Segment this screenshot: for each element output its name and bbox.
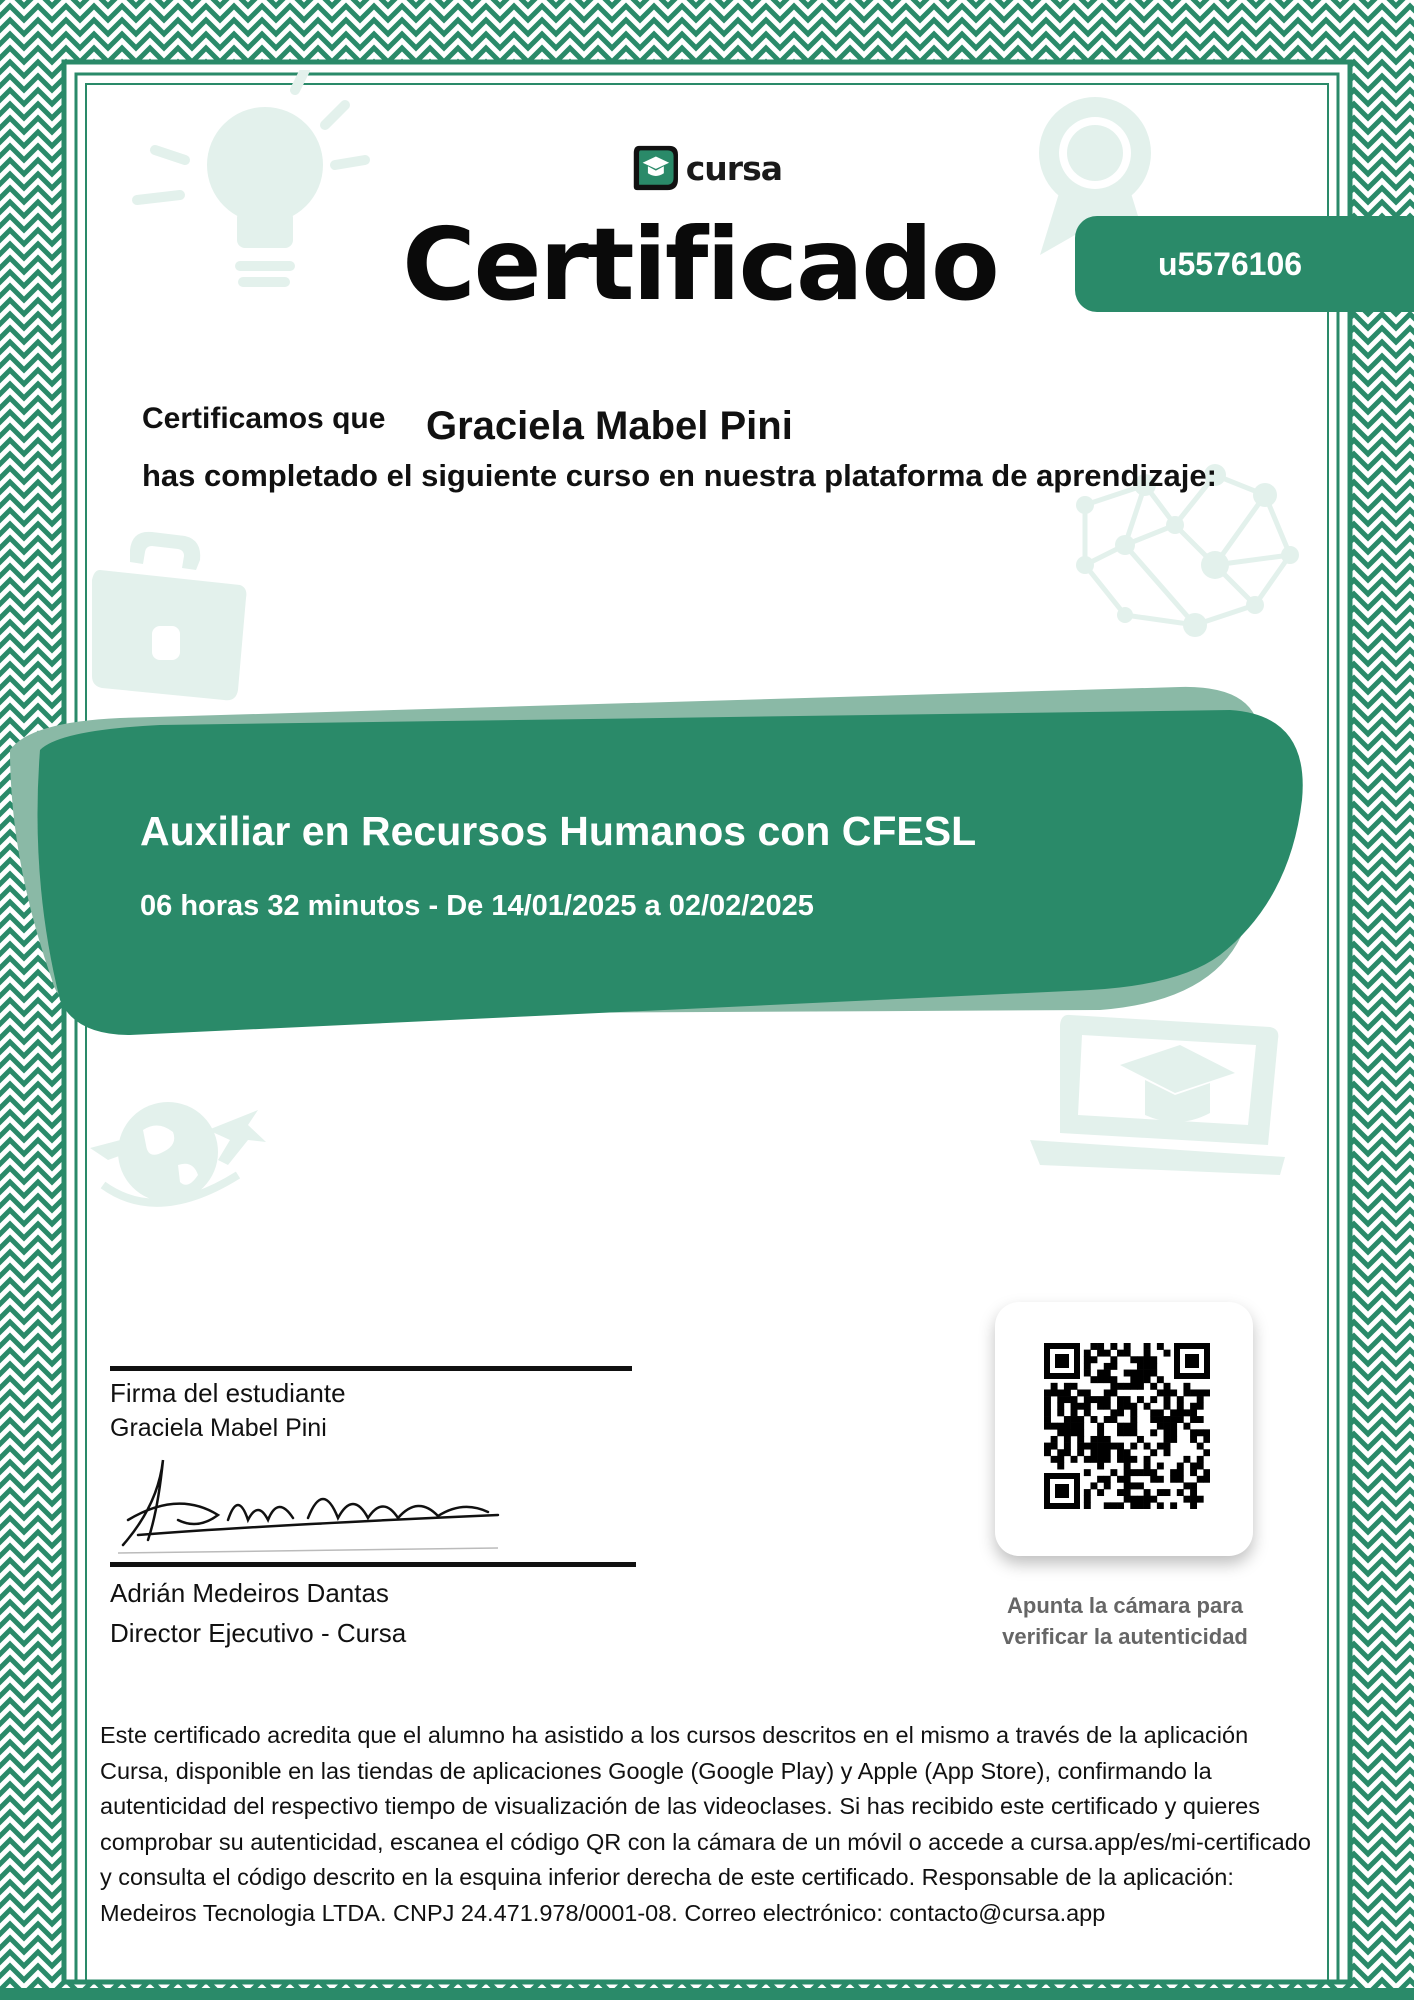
qr-module xyxy=(1170,1476,1177,1483)
qr-module xyxy=(1124,1469,1131,1476)
qr-module xyxy=(1177,1396,1184,1403)
certificate-code: u5576106 xyxy=(1157,246,1303,282)
qr-module xyxy=(1051,1389,1058,1396)
director-title: Director Ejecutivo - Cursa xyxy=(110,1618,407,1648)
qr-module xyxy=(1124,1343,1131,1350)
student-signature-name: Graciela Mabel Pini xyxy=(110,1414,327,1442)
qr-module xyxy=(1170,1436,1177,1443)
qr-module xyxy=(1124,1370,1131,1377)
qr-module xyxy=(1164,1403,1171,1410)
qr-module xyxy=(1144,1489,1151,1496)
qr-module xyxy=(1124,1496,1131,1503)
qr-module xyxy=(1164,1383,1171,1390)
qr-module xyxy=(1150,1370,1157,1377)
qr-module xyxy=(1164,1389,1171,1396)
qr-module xyxy=(1084,1356,1091,1363)
qr-module xyxy=(1084,1456,1091,1463)
qr-module xyxy=(1090,1343,1097,1350)
qr-module xyxy=(1130,1429,1137,1436)
qr-module xyxy=(1097,1463,1104,1470)
qr-module xyxy=(1190,1502,1197,1509)
qr-module xyxy=(1164,1396,1171,1403)
qr-module xyxy=(1150,1469,1157,1476)
qr-module xyxy=(1124,1489,1131,1496)
cursa-logo-icon xyxy=(632,141,680,195)
qr-module xyxy=(1144,1350,1151,1357)
qr-module xyxy=(1197,1429,1204,1436)
qr-module xyxy=(1117,1403,1124,1410)
qr-module xyxy=(1157,1443,1164,1450)
qr-module xyxy=(1157,1389,1164,1396)
qr-module xyxy=(1137,1482,1144,1489)
qr-module xyxy=(1190,1436,1197,1443)
qr-card[interactable] xyxy=(995,1302,1253,1556)
qr-module xyxy=(1117,1350,1124,1357)
qr-module xyxy=(1130,1370,1137,1377)
cursa-logo xyxy=(632,140,782,196)
qr-module xyxy=(1144,1356,1151,1363)
qr-module xyxy=(1057,1456,1064,1463)
qr-module xyxy=(1117,1429,1124,1436)
qr-module xyxy=(1077,1436,1084,1443)
qr-module xyxy=(1170,1429,1177,1436)
briefcase-icon xyxy=(90,530,250,705)
qr-module xyxy=(1197,1389,1204,1396)
qr-module xyxy=(1104,1350,1111,1357)
qr-module xyxy=(1057,1423,1064,1430)
qr-module xyxy=(1124,1449,1131,1456)
qr-module xyxy=(1097,1443,1104,1450)
qr-module xyxy=(1137,1376,1144,1383)
qr-module xyxy=(1157,1343,1164,1350)
qr-module xyxy=(1203,1429,1210,1436)
qr-module xyxy=(1130,1469,1137,1476)
qr-module xyxy=(1110,1363,1117,1370)
qr-caption xyxy=(975,1590,1275,1652)
qr-module xyxy=(1130,1423,1137,1430)
qr-module xyxy=(1130,1383,1137,1390)
qr-module xyxy=(1051,1436,1058,1443)
qr-module xyxy=(1130,1443,1137,1450)
qr-module xyxy=(1064,1389,1071,1396)
qr-module xyxy=(1084,1350,1091,1357)
qr-module xyxy=(1064,1416,1071,1423)
qr-module xyxy=(1177,1409,1184,1416)
qr-module xyxy=(1203,1469,1210,1476)
qr-module xyxy=(1064,1383,1071,1390)
qr-module xyxy=(1090,1482,1097,1489)
qr-module xyxy=(1097,1476,1104,1483)
qr-module xyxy=(1117,1476,1124,1483)
qr-module xyxy=(1084,1443,1091,1450)
qr-module xyxy=(1144,1376,1151,1383)
qr-module xyxy=(1097,1403,1104,1410)
qr-module xyxy=(1104,1476,1111,1483)
student-signature-label: Firma del estudiante xyxy=(110,1378,346,1408)
qr-module xyxy=(1117,1396,1124,1403)
qr-module xyxy=(1071,1429,1078,1436)
qr-module xyxy=(1124,1383,1131,1390)
qr-module xyxy=(1157,1376,1164,1383)
student-signature-line xyxy=(110,1366,632,1371)
qr-module xyxy=(1064,1429,1071,1436)
qr-module xyxy=(1190,1482,1197,1489)
qr-module xyxy=(1170,1423,1177,1430)
qr-module xyxy=(1110,1383,1117,1390)
qr-module xyxy=(1064,1436,1071,1443)
qr-module xyxy=(1097,1343,1104,1350)
qr-module xyxy=(1164,1416,1171,1423)
qr-module xyxy=(1183,1482,1190,1489)
qr-module xyxy=(1090,1456,1097,1463)
qr-module xyxy=(1071,1423,1078,1430)
qr-module xyxy=(1104,1376,1111,1383)
qr-module xyxy=(1183,1383,1190,1390)
qr-module xyxy=(1117,1489,1124,1496)
qr-module xyxy=(1051,1456,1058,1463)
qr-module xyxy=(1064,1396,1071,1403)
qr-module xyxy=(1170,1502,1177,1509)
qr-module xyxy=(1071,1403,1078,1410)
qr-module xyxy=(1177,1416,1184,1423)
qr-module xyxy=(1190,1463,1197,1470)
qr-module xyxy=(1197,1463,1204,1470)
qr-module xyxy=(1077,1429,1084,1436)
qr-module xyxy=(1097,1396,1104,1403)
qr-module xyxy=(1064,1449,1071,1456)
qr-module xyxy=(1057,1463,1064,1470)
qr-caption-line1: Apunta la cámara para xyxy=(1007,1593,1243,1618)
qr-module xyxy=(1150,1416,1157,1423)
qr-module xyxy=(1110,1356,1117,1363)
qr-caption-line2: verificar la autenticidad xyxy=(1002,1624,1248,1649)
qr-module xyxy=(1157,1489,1164,1496)
qr-module xyxy=(1044,1416,1051,1423)
qr-module xyxy=(1150,1396,1157,1403)
qr-module xyxy=(1144,1343,1151,1350)
qr-module xyxy=(1071,1396,1078,1403)
qr-module xyxy=(1170,1416,1177,1423)
qr-module xyxy=(1157,1423,1164,1430)
qr-module xyxy=(1124,1476,1131,1483)
director-signature xyxy=(118,1450,508,1560)
qr-code-icon[interactable] xyxy=(1044,1343,1210,1509)
qr-module xyxy=(1197,1456,1204,1463)
qr-module xyxy=(1157,1416,1164,1423)
qr-module xyxy=(1177,1489,1184,1496)
qr-module xyxy=(1137,1469,1144,1476)
qr-module xyxy=(1104,1449,1111,1456)
qr-module xyxy=(1177,1476,1184,1483)
qr-module xyxy=(1084,1396,1091,1403)
qr-module xyxy=(1077,1416,1084,1423)
qr-module xyxy=(1137,1502,1144,1509)
globe-plane-icon xyxy=(88,1090,268,1220)
qr-module xyxy=(1044,1409,1051,1416)
qr-module xyxy=(1203,1476,1210,1483)
qr-module xyxy=(1150,1356,1157,1363)
qr-module xyxy=(1164,1489,1171,1496)
qr-module xyxy=(1104,1443,1111,1450)
qr-module xyxy=(1051,1383,1058,1390)
course-banner xyxy=(0,680,1320,1045)
qr-module xyxy=(1110,1469,1117,1476)
director-signature-text: Adrian Medeiros xyxy=(313,1525,322,1526)
qr-module xyxy=(1150,1476,1157,1483)
qr-module xyxy=(1137,1396,1144,1403)
qr-module xyxy=(1057,1429,1064,1436)
qr-module xyxy=(1117,1443,1124,1450)
qr-module xyxy=(1130,1456,1137,1463)
qr-module xyxy=(1164,1423,1171,1430)
qr-module xyxy=(1150,1449,1157,1456)
qr-module xyxy=(1110,1502,1117,1509)
qr-module xyxy=(1117,1383,1124,1390)
qr-module xyxy=(1090,1436,1097,1443)
qr-module xyxy=(1190,1389,1197,1396)
qr-module xyxy=(1144,1363,1151,1370)
qr-module xyxy=(1104,1456,1111,1463)
qr-module xyxy=(1183,1496,1190,1503)
qr-module xyxy=(1097,1489,1104,1496)
qr-module xyxy=(1044,1423,1051,1430)
qr-module xyxy=(1104,1416,1111,1423)
qr-module xyxy=(1203,1449,1210,1456)
qr-module xyxy=(1084,1502,1091,1509)
qr-module xyxy=(1090,1449,1097,1456)
qr-module xyxy=(1197,1476,1204,1483)
qr-module xyxy=(1110,1443,1117,1450)
qr-module xyxy=(1130,1496,1137,1503)
qr-module xyxy=(1144,1370,1151,1377)
qr-module xyxy=(1124,1396,1131,1403)
qr-module xyxy=(1110,1376,1117,1383)
qr-module xyxy=(1190,1469,1197,1476)
qr-module xyxy=(1071,1409,1078,1416)
cursa-logo-text: cursa xyxy=(685,148,782,188)
qr-module xyxy=(1044,1396,1051,1403)
qr-module xyxy=(1137,1363,1144,1370)
qr-module xyxy=(1084,1403,1091,1410)
footer-legal-text: Este certificado acredita que el alumno ha asistido a los cursos descritos en el mismo a través de la aplicación Cursa, disponible en las tiendas de aplicaciones Google (Google Play) y Apple (App Store), confirmando la autenticidad del respectivo tiempo de visualización de las videoclases. Si has recibido este certificado y quieres comprobar su autenticidad, escanea el código QR con la cámara de un móvil o accede a cursa.app/es/mi-certificado y consulta el código descrito en la esquina inferior derecha de este certificado. Responsable de la aplicación: Medeiros Tecnologia LTDA. CNPJ 24.471.978/0001-08. Correo electrónico: contacto@cursa.app xyxy=(100,1722,1311,1926)
qr-module xyxy=(1044,1449,1051,1456)
qr-module xyxy=(1051,1443,1058,1450)
qr-module xyxy=(1157,1463,1164,1470)
qr-module xyxy=(1177,1469,1184,1476)
qr-module xyxy=(1051,1423,1058,1430)
qr-module xyxy=(1164,1436,1171,1443)
qr-module xyxy=(1104,1403,1111,1410)
qr-module xyxy=(1183,1389,1190,1396)
qr-module xyxy=(1104,1482,1111,1489)
qr-module xyxy=(1144,1469,1151,1476)
qr-module xyxy=(1057,1449,1064,1456)
qr-module xyxy=(1130,1502,1137,1509)
qr-module xyxy=(1203,1389,1210,1396)
qr-module xyxy=(1144,1456,1151,1463)
certificate-title: Certificado xyxy=(402,206,998,323)
qr-module xyxy=(1124,1423,1131,1430)
qr-module xyxy=(1097,1423,1104,1430)
qr-module xyxy=(1057,1403,1064,1410)
qr-module xyxy=(1164,1449,1171,1456)
qr-module xyxy=(1110,1389,1117,1396)
qr-module xyxy=(1097,1449,1104,1456)
qr-module xyxy=(1164,1429,1171,1436)
qr-module xyxy=(1057,1396,1064,1403)
qr-module xyxy=(1203,1436,1210,1443)
qr-module xyxy=(1071,1456,1078,1463)
qr-module xyxy=(1077,1403,1084,1410)
qr-module xyxy=(1170,1389,1177,1396)
qr-module xyxy=(1124,1403,1131,1410)
qr-module xyxy=(1150,1383,1157,1390)
qr-module xyxy=(1150,1363,1157,1370)
qr-module xyxy=(1084,1469,1091,1476)
qr-module xyxy=(1097,1456,1104,1463)
qr-module xyxy=(1197,1416,1204,1423)
qr-module xyxy=(1190,1416,1197,1423)
qr-module xyxy=(1144,1443,1151,1450)
qr-module xyxy=(1144,1403,1151,1410)
qr-module xyxy=(1190,1429,1197,1436)
qr-module xyxy=(1157,1476,1164,1483)
qr-module xyxy=(1064,1423,1071,1430)
qr-module xyxy=(1044,1443,1051,1450)
qr-module xyxy=(1064,1443,1071,1450)
qr-module xyxy=(1150,1409,1157,1416)
qr-module xyxy=(1084,1370,1091,1377)
course-meta: 06 horas 32 minutos - De 14/01/2025 a 02/02/2025 xyxy=(140,890,814,922)
qr-module xyxy=(1057,1389,1064,1396)
qr-module xyxy=(1104,1389,1111,1396)
qr-module xyxy=(1177,1403,1184,1410)
qr-module xyxy=(1130,1356,1137,1363)
qr-module xyxy=(1197,1396,1204,1403)
qr-module xyxy=(1044,1403,1051,1410)
qr-module xyxy=(1077,1423,1084,1430)
intro-text: Certificamos que xyxy=(142,402,386,435)
qr-module xyxy=(1084,1389,1091,1396)
qr-module xyxy=(1137,1383,1144,1390)
qr-module xyxy=(1124,1429,1131,1436)
qr-module xyxy=(1130,1409,1137,1416)
qr-module xyxy=(1084,1363,1091,1370)
qr-module xyxy=(1157,1409,1164,1416)
qr-module xyxy=(1183,1409,1190,1416)
qr-module xyxy=(1164,1443,1171,1450)
qr-module xyxy=(1090,1416,1097,1423)
qr-module xyxy=(1044,1389,1051,1396)
qr-module xyxy=(1077,1449,1084,1456)
qr-module xyxy=(1150,1429,1157,1436)
qr-module xyxy=(1097,1436,1104,1443)
qr-module xyxy=(1190,1496,1197,1503)
director-signature-line xyxy=(110,1562,636,1567)
qr-module xyxy=(1183,1456,1190,1463)
qr-module xyxy=(1104,1436,1111,1443)
qr-module xyxy=(1057,1409,1064,1416)
qr-module xyxy=(1130,1376,1137,1383)
qr-module xyxy=(1104,1502,1111,1509)
qr-module xyxy=(1124,1350,1131,1357)
course-name: Auxiliar en Recursos Humanos con CFESL xyxy=(140,808,977,854)
qr-module xyxy=(1077,1443,1084,1450)
qr-module xyxy=(1084,1409,1091,1416)
qr-module xyxy=(1137,1436,1144,1443)
qr-module xyxy=(1144,1496,1151,1503)
qr-module xyxy=(1144,1502,1151,1509)
qr-module xyxy=(1137,1370,1144,1377)
qr-module xyxy=(1137,1496,1144,1503)
qr-module xyxy=(1104,1363,1111,1370)
qr-module xyxy=(1190,1409,1197,1416)
student-name: Graciela Mabel Pini xyxy=(426,404,793,448)
qr-module xyxy=(1124,1482,1131,1489)
qr-module xyxy=(1090,1396,1097,1403)
qr-module xyxy=(1190,1403,1197,1410)
qr-module xyxy=(1117,1409,1124,1416)
qr-module xyxy=(1084,1496,1091,1503)
qr-module xyxy=(1130,1416,1137,1423)
qr-module xyxy=(1130,1482,1137,1489)
intro-text-line2: has completado el siguiente curso en nuestra plataforma de aprendizaje: xyxy=(142,458,1217,493)
qr-module xyxy=(1097,1370,1104,1377)
qr-module xyxy=(1097,1350,1104,1357)
qr-module xyxy=(1084,1489,1091,1496)
qr-module xyxy=(1183,1423,1190,1430)
qr-module xyxy=(1124,1456,1131,1463)
qr-module xyxy=(1090,1356,1097,1363)
qr-module xyxy=(1110,1343,1117,1350)
qr-module xyxy=(1177,1463,1184,1470)
qr-module xyxy=(1170,1469,1177,1476)
qr-module xyxy=(1117,1423,1124,1430)
qr-module xyxy=(1097,1376,1104,1383)
qr-module xyxy=(1197,1443,1204,1450)
qr-module xyxy=(1130,1403,1137,1410)
qr-module xyxy=(1117,1502,1124,1509)
qr-module xyxy=(1170,1409,1177,1416)
qr-module xyxy=(1137,1356,1144,1363)
qr-module xyxy=(1090,1443,1097,1450)
qr-module xyxy=(1110,1416,1117,1423)
qr-module xyxy=(1071,1416,1078,1423)
qr-module xyxy=(1071,1383,1078,1390)
qr-module xyxy=(1144,1463,1151,1470)
qr-module xyxy=(1097,1429,1104,1436)
qr-module xyxy=(1104,1370,1111,1377)
qr-module xyxy=(1197,1403,1204,1410)
qr-module xyxy=(1124,1463,1131,1470)
qr-module xyxy=(1197,1496,1204,1503)
qr-module xyxy=(1157,1502,1164,1509)
qr-module xyxy=(1104,1396,1111,1403)
qr-module xyxy=(1150,1496,1157,1503)
qr-module xyxy=(1077,1389,1084,1396)
qr-module xyxy=(1164,1350,1171,1357)
qr-module xyxy=(1190,1489,1197,1496)
qr-module xyxy=(1090,1376,1097,1383)
qr-module xyxy=(1117,1449,1124,1456)
qr-module xyxy=(1110,1409,1117,1416)
director-name: Adrián Medeiros Dantas xyxy=(110,1578,389,1608)
qr-module xyxy=(1117,1456,1124,1463)
